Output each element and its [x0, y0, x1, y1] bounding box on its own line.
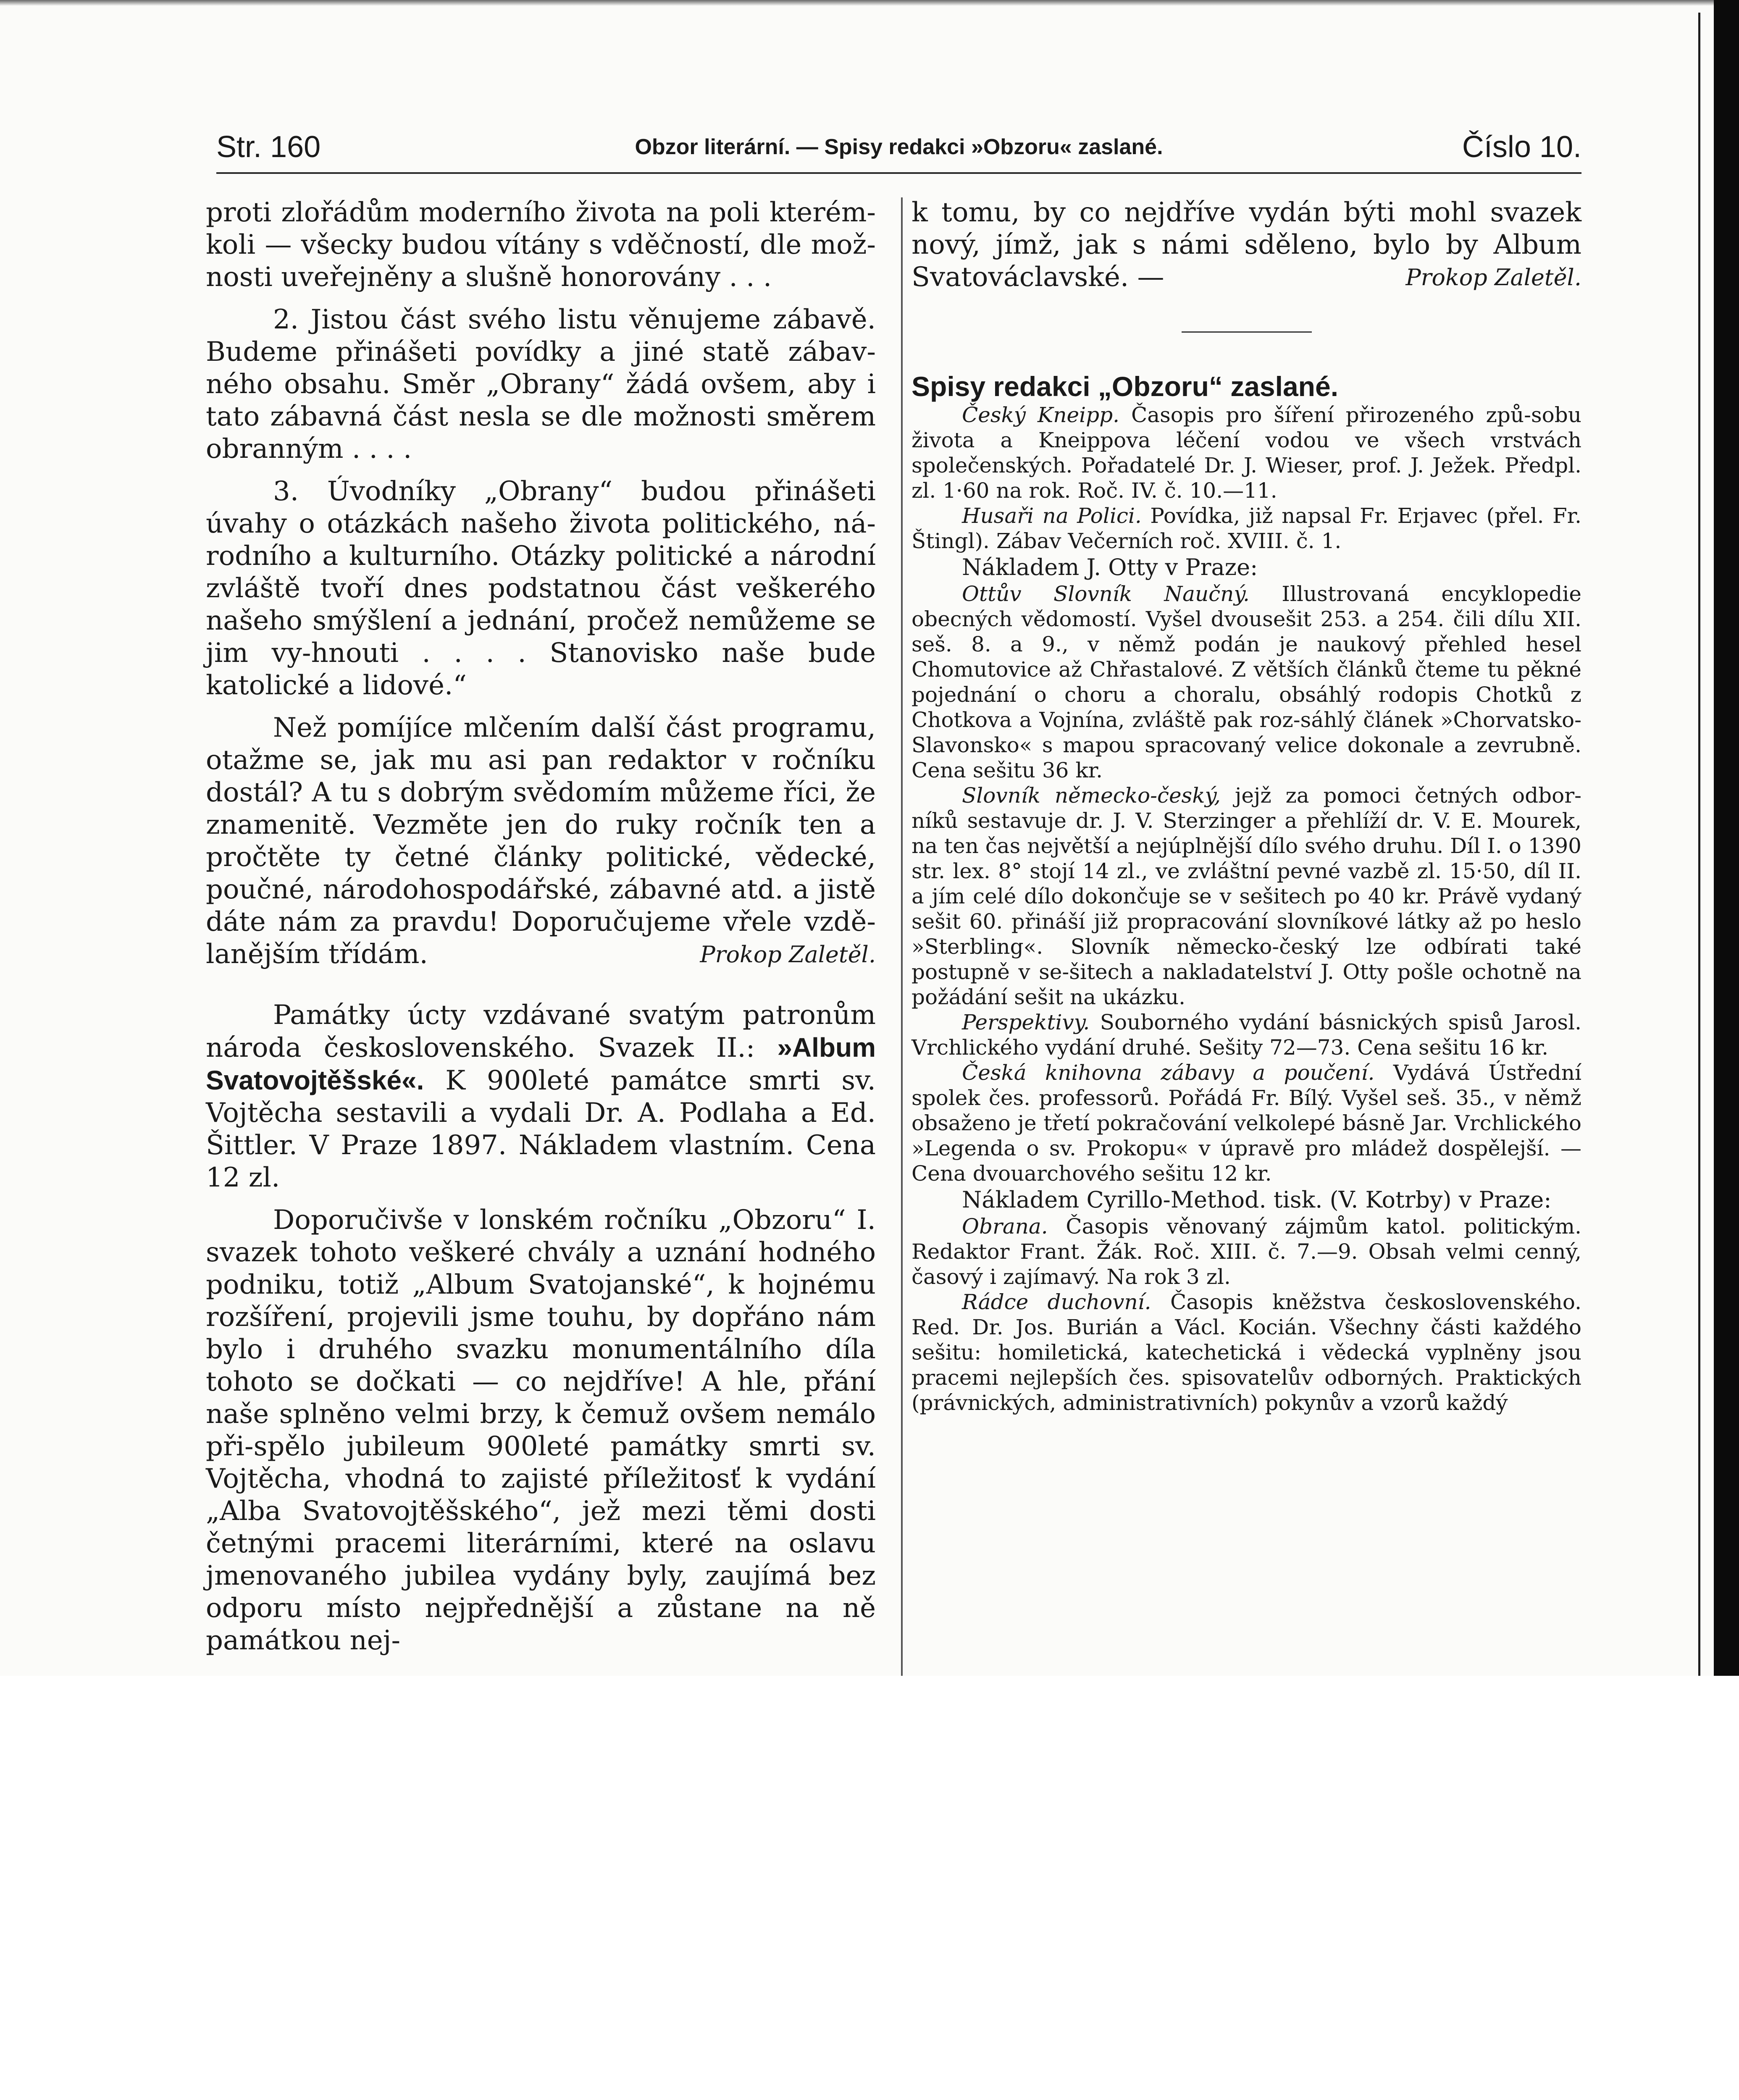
list-item: Slovník německo-český, jejž za pomoci četných odbor-níků sestavuje dr. J. V. Sterzinger a přehlíží dr. V. E. Mourek, na ten čas největší a nejúplnější dílo svého druhu. Díl I. o 1390 str. lex. 8° stojí 14 zl., ve zvláštní pevné vazbě zl. 15·50, díl II. a jím celé dílo dokončuje se v sešitech po 40 kr. Právě vydaný sešit 60. přináší již propracování slovníkové látky až po heslo »Sterbling«. Slovník německo-český lze odbírati také postupně v se-šitech a nakladatelství J. Otty pošle ochotně na požádání sešit na ukázku.: [912, 783, 1582, 1009]
list-item: Obrana. Časopis věnovaný zájmům katol. politickým. Redaktor Frant. Žák. Roč. XIII. č. 7.—9. Obsah velmi cenný, časový i zajímavý. Na rok 3 zl.: [912, 1214, 1581, 1289]
paragraph: [206, 712, 876, 971]
paragraph-text: k tomu, by co nejdříve vydán býti mohl svazek nový, jímž, jak s námi sděleno, bylo by Album Svatováclavské. —: [912, 197, 1581, 293]
paragraph: proti zlořádům moderního života na poli kterém-koli — všecky budou vítány s vděčností, dle mož-nosti uveřejněny a slušně honorovány . . .: [206, 197, 876, 293]
right-column: [912, 197, 1581, 1415]
book-title: »Album Svatovojtěšské«.: [206, 1032, 876, 1095]
paragraph: 2. Jistou část svého listu věnujeme zábavě. Budeme přinášeti povídky a jiné statě zábav-ného obsahu. Směr „Obrany“ žádá ovšem, aby i tato zábavná část nesla se dle možnosti směrem obranným . . . .: [206, 304, 876, 465]
entries-group-3: [912, 1214, 1581, 1415]
section-rule: [1182, 331, 1312, 333]
publisher-heading: Nákladem Cyrillo-Method. tisk. (V. Kotrby) v Praze:: [962, 1186, 1552, 1213]
book-entry-text: Památky úcty vzdávané svatým patronům národa československého. Svazek II.:: [206, 1000, 876, 1063]
list-item: Husaři na Polici. Povídka, již napsal Fr. Erjavec (přel. Fr. Štingl). Zábav Večerních roč. XVIII. č. 1.: [912, 504, 1581, 553]
running-header: [216, 126, 1581, 174]
header-title: Obzor literární. — Spisy redakci »Obzoru« zaslané.: [635, 135, 1163, 159]
signature: Prokop Zaletěl.: [700, 941, 876, 968]
entries-group-1: [912, 402, 1581, 554]
publisher-heading: Nákladem J. Otty v Praze:: [962, 554, 1258, 580]
list-item: Česká knihovna zábavy a poučení. Vydává Ústřední spolek čes. professorů. Pořádá Fr. Bílý. Vyšel seš. 35., v němž obsaženo je třetí pokračování velkolepé básně Jar. Vrchlického »Legenda o sv. Prokopu« v úpravě pro mládež dospělejší. — Cena dvouarchového sešitu 12 kr.: [912, 1060, 1581, 1186]
issue-number: Číslo 10.: [1462, 130, 1581, 164]
list-item: Český Kneipp. Časopis pro šíření přirozeného způ-sobu života a Kneippova léčení vodou ve všech vrstvách společenských. Pořadatelé Dr. J. Wieser, prof. J. Ježek. Předpl. zl. 1·60 na rok. Roč. IV. č. 10.—11.: [912, 403, 1581, 503]
book-entry-details: K 900leté památce smrti sv. Vojtěcha sestavili a vydali Dr. A. Podlaha a Ed. Šittler. V Praze 1897. Nákladem vlastním. Cena 12 zl.: [206, 1065, 876, 1193]
page-edge-line: [1698, 13, 1700, 1676]
paragraph: Doporučivše v lonském ročníku „Obzoru“ I. svazek tohoto veškeré chvály a uznání hodného podniku, totiž „Album Svatojanské“, k hojnému rozšíření, projevili jsme touhu, by dopřáno nám bylo i druhého svazku monumentálního díla tohoto se dočkati — co nejdříve! A hle, přání naše splněno velmi brzy, k čemuž ovšem nemálo při-spělo jubileum 900leté památky smrti sv. Vojtěcha, vhodná to zajisté příležitosť k vydání „Alba Svatovojtěšského“, jež mezi těmi dosti četnými pracemi literárními, které na oslavu jmenovaného jubilea vydány byly, zaujímá bez odporu místo nejpřednější a zůstane na ně památkou nej-: [206, 1205, 876, 1656]
paragraph: [912, 197, 1581, 294]
list-item: Perspektivy. Souborného vydání básnických spisů Jarosl. Vrchlického vydání druhé. Sešity 72—73. Cena sešitu 16 kr.: [912, 1010, 1581, 1060]
binding-edge: [1714, 0, 1739, 1676]
list-item: Rádce duchovní. Časopis kněžstva československého. Red. Dr. Jos. Burián a Václ. Kocián. Všechny části každého sešitu: homiletická, katechetická i vědecká vyplněny jsou pracemi nejlepších čes. spisovatelův odborných. Praktických (právnických, administrativních) pokynův a vzorů každý: [912, 1290, 1581, 1415]
book-entry: [206, 999, 876, 1194]
list-item: Ottův Slovník Naučný. Illustrovaná encyklopedie obecných vědomostí. Vyšel dvousešit 253. a 254. čili dílu XII. seš. 8. a 9., v němž podán je naukový přehled hesel Chomutovice až Chřastalové. Z větších článků čteme tu pěkné pojednání o choru a choralu, obsáhlý rodopis Chotků z Chotkova a Vojnína, zvláště pak roz-sáhlý článek »Chorvatsko-Slavonsko« s mapou spracovaný velice dokonale a zevrubně. Cena sešitu 36 kr.: [912, 582, 1581, 782]
column-divider: [901, 197, 903, 1676]
page-top-edge: [0, 0, 1714, 6]
left-column: [206, 197, 876, 1657]
paragraph-text: Než pomíjíce mlčením další část programu, otažme se, jak mu asi pan redaktor v ročníku dostál? A tu s dobrým svědomím můžeme říci, že znamenitě. Vezměte jen do ruky ročník ten a pročtěte ty četné články politické, vědecké, poučné, národohospodářské, zábavné atd. a jistě dáte nám za pravdu! Doporučujeme vřele vzdě-lanějším třídám.: [206, 712, 876, 970]
entries-group-2: [912, 581, 1581, 1186]
signature: Prokop Zaletěl.: [1405, 264, 1581, 291]
page-number: Str. 160: [216, 130, 321, 164]
paragraph: 3. Úvodníky „Obrany“ budou přinášeti úvahy o otázkách našeho života politického, ná-rodního a kulturního. Otázky politické a národní zvláště tvoří dnes podstatnou část veškerého našeho smýšlení a jednání, pročež nemůžeme se jim vy-hnouti . . . . Stanovisko naše bude katolické a lidové.“: [206, 476, 876, 701]
section-title: Spisy redakci „Obzoru“ zaslané.: [912, 371, 1339, 402]
